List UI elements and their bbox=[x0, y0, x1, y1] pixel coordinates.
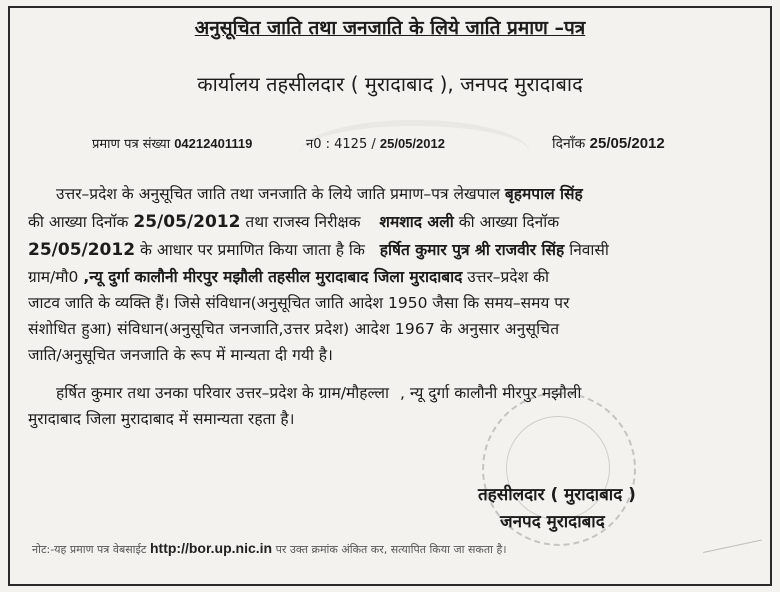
para1-text: उत्तर–प्रदेश की bbox=[467, 268, 549, 286]
certificate-number-value: 04212401119 bbox=[174, 136, 253, 151]
signatory-district: जनपद मुरादाबाद bbox=[500, 512, 605, 532]
para1-line5: जाटव जाति के व्यक्ति हैं। जिसे संविधान(अनुसूचित जाति आदेश 1950 जैसा कि समय–समय पर bbox=[28, 294, 570, 312]
inspector-report-date: 25/05/2012 bbox=[28, 240, 136, 260]
note-prefix: नोट:-यह प्रमाण पत्र वेबसाईट bbox=[32, 543, 147, 556]
para1-line4 bbox=[28, 265, 549, 287]
watermark bbox=[300, 120, 530, 186]
para1-text: उत्तर–प्रदेश के अनुसूचित जाति तथा जनजाति के लिये जाति प्रमाण–पत्र लेखपाल bbox=[56, 185, 500, 203]
certificate-number bbox=[92, 134, 252, 152]
serial-date: 25/05/2012 bbox=[379, 136, 445, 151]
issue-date bbox=[552, 134, 665, 153]
para2-line1 bbox=[56, 381, 581, 403]
serial-label: न0 : 4125 / bbox=[306, 137, 376, 152]
para1-text: के आधार पर प्रमाणित किया जाता है कि bbox=[139, 241, 365, 259]
para1-text: ग्राम/मौ0 bbox=[28, 268, 79, 286]
para1-line7: जाति/अनुसूचित जनजाति के रूप में मान्यता दी गयी है। bbox=[28, 346, 333, 364]
para1-text: की आख्या दिनॉक bbox=[458, 213, 560, 231]
para1-line3 bbox=[28, 238, 609, 260]
para1-line2 bbox=[28, 210, 559, 232]
para1-line6: संशोधित हुआ) संविधान(अनुसूचित जनजाति,उत्तर प्रदेश) आदेश 1967 के अनुसार अनुसूचित bbox=[28, 320, 560, 338]
para1-line1 bbox=[56, 182, 583, 204]
para1-text: निवासी bbox=[569, 241, 609, 259]
verification-note bbox=[32, 540, 507, 557]
inspector-name: शमशाद अली bbox=[379, 213, 454, 231]
office-heading: कार्यालय तहसीलदार ( मुरादाबाद ), जनपद मुरादाबाद bbox=[197, 72, 583, 96]
para1-text: तथा राजस्व निरीक्षक bbox=[245, 213, 361, 231]
certificate-number-label: प्रमाण पत्र संख्या bbox=[92, 137, 171, 152]
applicant-address: ,न्यू दुर्गा कालौनी मीरपुर मझौली तहसील मुरादाबाद जिला मुरादाबाद bbox=[83, 268, 463, 286]
residence-address: , न्यू दुर्गा कालौनी मीरपुर मझौली bbox=[399, 384, 582, 402]
issue-date-value: 25/05/2012 bbox=[589, 135, 665, 152]
verification-url[interactable]: http://bor.up.nic.in bbox=[149, 540, 273, 556]
lekhpal-name: बृहमपाल सिंह bbox=[504, 185, 583, 203]
note-suffix: पर उक्त क्रमांक अंकित कर, सत्यापित किया जा सकता है। bbox=[275, 543, 507, 556]
lekhpal-report-date: 25/05/2012 bbox=[133, 212, 241, 232]
para2-line2: मुरादाबाद जिला मुरादाबाद में समान्यता रहता है। bbox=[28, 410, 295, 428]
certificate-title: अनुसूचित जाति तथा जनजाति के लिये जाति प्रमाण –पत्र bbox=[194, 17, 586, 39]
signatory-designation: तहसीलदार ( मुरादाबाद ) bbox=[478, 485, 636, 505]
para2-text: हर्षित कुमार तथा उनका परिवार उत्तर–प्रदेश के ग्राम/मौहल्ला bbox=[56, 384, 390, 402]
serial-info bbox=[306, 134, 445, 152]
issue-date-label: दिनाँक bbox=[552, 136, 586, 152]
para1-text: की आख्या दिनॉक bbox=[28, 213, 129, 231]
applicant-name: हर्षित कुमार पुत्र श्री राजवीर सिंह bbox=[379, 241, 565, 259]
